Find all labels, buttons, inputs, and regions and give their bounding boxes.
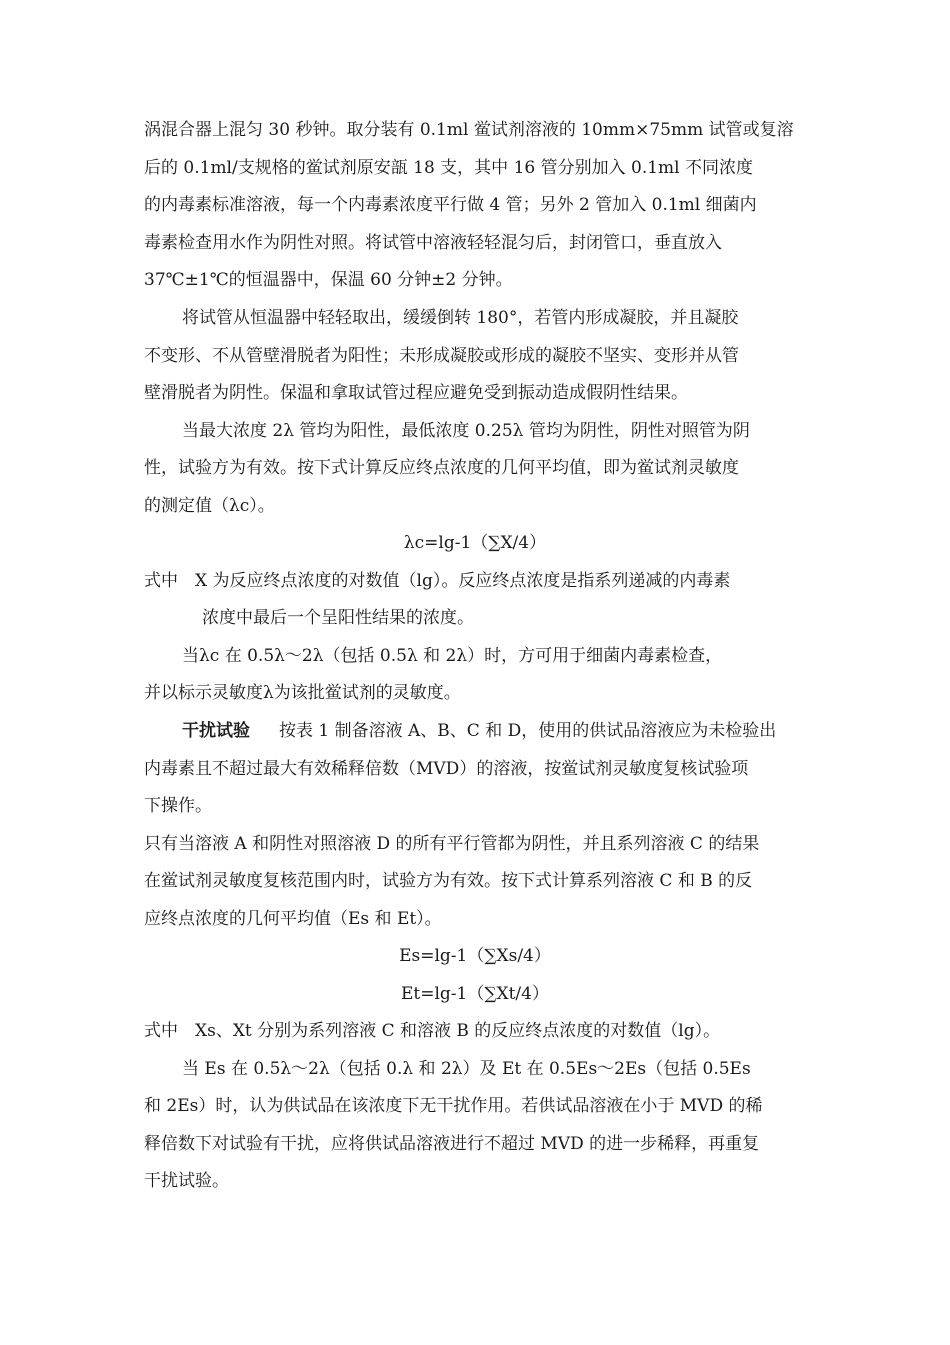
paragraph-line: 只有当溶液 A 和阴性对照溶液 D 的所有平行管都为阴性，并且系列溶液 C 的结果 (144, 834, 760, 854)
paragraph-line: 内毒素且不超过最大有效稀释倍数（MVD）的溶液，按鲎试剂灵敏度复核试验项 (144, 759, 749, 779)
section-heading-interference-test: 干扰试验 (182, 721, 250, 741)
formula-et: Et=lg-1（∑Xt/4） (401, 984, 549, 1004)
paragraph-line: 将试管从恒温器中轻轻取出，缓缓倒转 180°，若管内形成凝胶，并且凝胶 (182, 308, 739, 328)
paragraph-line: 不变形、不从管壁滑脱者为阳性；未形成凝胶或形成的凝胶不坚实、变形并从管 (144, 346, 739, 366)
paragraph-line: 当λc 在 0.5λ～2λ（包括 0.5λ 和 2λ）时，方可用于细菌内毒素检查， (182, 646, 723, 666)
paragraph-line: 浓度中最后一个呈阳性结果的浓度。 (202, 608, 474, 628)
paragraph-line: 的测定值（λc）。 (144, 496, 275, 516)
paragraph-line: 37℃±1℃的恒温器中，保温 60 分钟±2 分钟。 (144, 270, 513, 290)
paragraph-line: 当最大浓度 2λ 管均为阳性，最低浓度 0.25λ 管均为阴性，阴性对照管为阴 (182, 421, 750, 441)
paragraph-line: 涡混合器上混匀 30 秒钟。取分装有 0.1ml 鲎试剂溶液的 10mm×75mm 试管或复溶 (144, 120, 794, 140)
paragraph-line: 下操作。 (144, 796, 212, 816)
paragraph-line: 后的 0.1ml/支规格的鲎试剂原安瓿 18 支，其中 16 管分别加入 0.1ml 不同浓度 (144, 158, 754, 178)
paragraph-line: 按表 1 制备溶液 A、B、C 和 D，使用的供试品溶液应为未检验出 (279, 721, 777, 741)
paragraph-line: 毒素检查用水作为阴性对照。将试管中溶液轻轻混匀后，封闭管口，垂直放入 (144, 233, 722, 253)
paragraph-line: 性，试验方为有效。按下式计算反应终点浓度的几何平均值，即为鲎试剂灵敏度 (144, 458, 739, 478)
paragraph-line: 的内毒素标准溶液，每一个内毒素浓度平行做 4 管；另外 2 管加入 0.1ml 细菌内 (144, 195, 757, 215)
paragraph-line: 式中 Xs、Xt 分别为系列溶液 C 和溶液 B 的反应终点浓度的对数值（lg）。 (144, 1021, 721, 1041)
paragraph-line: 释倍数下对试验有干扰，应将供试品溶液进行不超过 MVD 的进一步稀释，再重复 (144, 1134, 760, 1154)
paragraph-line: 并以标示灵敏度λ为该批鲎试剂的灵敏度。 (144, 683, 461, 703)
formula-es: Es=lg-1（∑Xs/4） (399, 946, 551, 966)
paragraph-line: 干扰试验。 (144, 1171, 229, 1191)
paragraph-line: 应终点浓度的几何平均值（Es 和 Et）。 (144, 909, 442, 929)
paragraph-line: 当 Es 在 0.5λ～2λ（包括 0.λ 和 2λ）及 Et 在 0.5Es～2Es（包括 0.5Es (182, 1059, 751, 1079)
paragraph-line: 在鲎试剂灵敏度复核范围内时，试验方为有效。按下式计算系列溶液 C 和 B 的反 (144, 871, 753, 891)
formula-lambda-c: λc=lg-1（∑X/4） (403, 533, 547, 553)
paragraph-line: 壁滑脱者为阴性。保温和拿取试管过程应避免受到振动造成假阴性结果。 (144, 383, 688, 403)
paragraph-line: 和 2Es）时，认为供试品在该浓度下无干扰作用。若供试品溶液在小于 MVD 的稀 (144, 1096, 763, 1116)
paragraph-line: 式中 X 为反应终点浓度的对数值（lg）。反应终点浓度是指系列递减的内毒素 (144, 571, 731, 591)
